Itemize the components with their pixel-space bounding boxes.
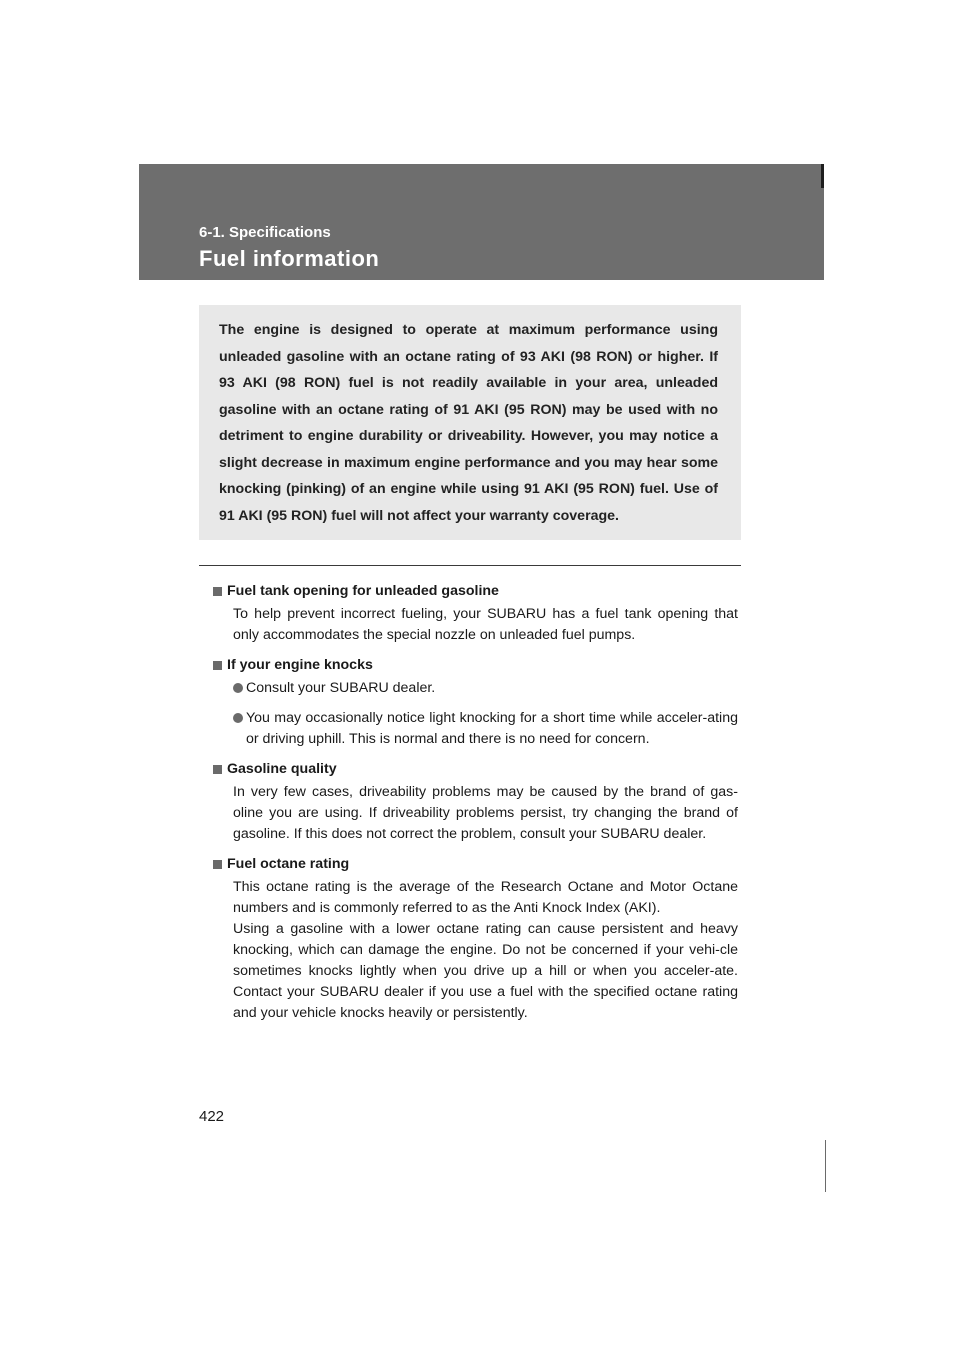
- square-bullet-icon: [213, 765, 222, 774]
- circle-bullet-icon: [233, 713, 243, 723]
- page-number: 422: [199, 1108, 225, 1125]
- square-bullet-icon: [213, 587, 222, 596]
- heading-text: Gasoline quality: [227, 761, 337, 777]
- list-item: [233, 678, 738, 699]
- list-item: [233, 708, 738, 750]
- intro-text: The engine is designed to operate at maximum performance using unleaded gasoline with an octane rating of 93 AKI (98 RON) or higher. If 93 AKI (98 RON) fuel is not readily available in your area, unleaded gasoline with an octane rating of 91 AKI (95 RON) may be used with no detriment to engine durability or driveability. However, you may notice a slight decrease in maximum engine performance and you may hear some knocking (pinking) of an engine while using 91 AKI (95 RON) fuel. Use of 91 AKI (95 RON) fuel will not affect your warranty coverage.: [219, 322, 718, 524]
- page-title: Fuel information: [199, 246, 380, 271]
- content: [213, 581, 738, 1033]
- section-heading: [213, 581, 738, 602]
- section-heading: [213, 655, 738, 676]
- section-body: Using a gasoline with a lower octane rating can cause persistent and heavy knocking, which can damage the engine. Do not be concerned if your vehi-cle sometimes knocks lightly when you drive up a hill or when you acceler-ate. Contact your SUBARU dealer if you use a fuel with the specified octane rating and your vehicle knocks heavily or persistently.: [233, 921, 738, 1021]
- heading-text: Fuel tank opening for unleaded gasoline: [227, 583, 499, 599]
- section-body: To help prevent incorrect fueling, your SUBARU has a fuel tank opening that only accommodates the special nozzle on unleaded fuel pumps.: [233, 606, 738, 643]
- circle-bullet-icon: [233, 683, 243, 693]
- list-item-text: Consult your SUBARU dealer.: [246, 680, 436, 696]
- side-mark: [825, 1140, 826, 1192]
- square-bullet-icon: [213, 860, 222, 869]
- section-heading: [213, 759, 738, 780]
- section-body: In very few cases, driveability problems may be caused by the brand of gas-oline you are using. If driveability problems persist, try changing the brand of gasoline. If this does not correct the problem, consult your SUBARU dealer.: [233, 784, 738, 842]
- divider: [199, 565, 741, 566]
- list-item-text: You may occasionally notice light knocking for a short time while acceler-ating or driving uphill. This is normal and there is no need for concern.: [246, 710, 738, 747]
- section-label: 6-1. Specifications: [199, 224, 331, 241]
- heading-text: Fuel octane rating: [227, 856, 350, 872]
- section-body: This octane rating is the average of the Research Octane and Motor Octane numbers and is commonly referred to as the Anti Knock Index (AKI).: [233, 879, 738, 916]
- header-tab-mark: [821, 164, 824, 188]
- heading-text: If your engine knocks: [227, 657, 373, 673]
- square-bullet-icon: [213, 661, 222, 670]
- section-heading: [213, 854, 738, 875]
